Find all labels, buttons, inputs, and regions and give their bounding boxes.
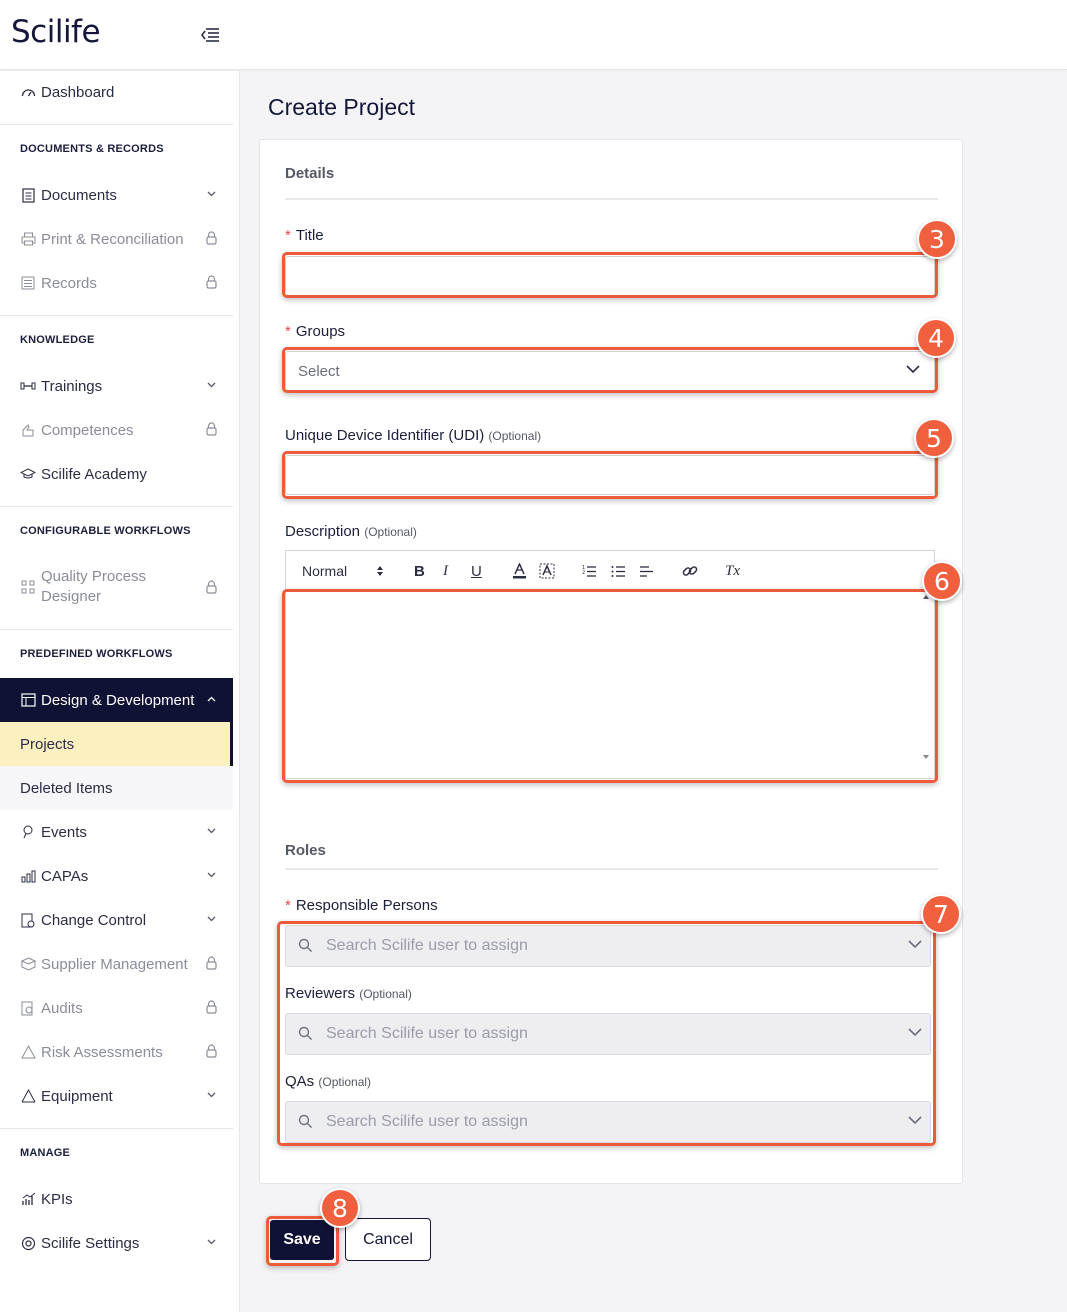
- page-title: Create Project: [268, 94, 416, 120]
- description-label-text: Description: [285, 523, 361, 540]
- sidebar-item-label: Projects: [20, 735, 75, 753]
- dumbbell-icon: [20, 378, 36, 394]
- sidebar-item-label: Scilife Settings: [41, 1234, 140, 1252]
- sidebar-item-quality-process-designer[interactable]: [0, 563, 233, 611]
- lock-icon: [205, 580, 217, 594]
- sidebar-item-label: Audits: [41, 999, 83, 1017]
- records-icon: [20, 275, 36, 291]
- callout-badge-5: 5: [914, 418, 954, 458]
- sidebar-item-label: Scilife Academy: [41, 465, 147, 483]
- background-color-icon[interactable]: [539, 561, 555, 581]
- clear-format-button[interactable]: Tx: [725, 562, 740, 579]
- ordered-list-icon[interactable]: [582, 561, 597, 581]
- heading-documents-records: DOCUMENTS & RECORDS: [20, 143, 164, 155]
- sidebar-item-label: Print & Reconciliation: [41, 230, 184, 248]
- sidebar-item-label: CAPAs: [41, 867, 89, 885]
- search-icon: [298, 1026, 313, 1041]
- optional-tag: (Optional): [364, 525, 417, 539]
- required-asterisk: *: [285, 897, 291, 914]
- capa-icon: [20, 868, 36, 884]
- sidebar-item-scilife-academy[interactable]: [0, 452, 233, 496]
- lock-icon: [205, 956, 217, 970]
- sidebar-item-label: Records: [41, 274, 97, 292]
- editor-toolbar: [285, 550, 935, 591]
- sidebar-item-supplier-management[interactable]: [0, 942, 233, 986]
- sidebar-item-trainings[interactable]: [0, 364, 233, 408]
- lock-icon: [205, 275, 217, 289]
- svg-text:1: 1: [582, 565, 586, 571]
- format-select-arrows-icon[interactable]: [376, 561, 384, 581]
- responsible-persons-search[interactable]: [285, 925, 931, 967]
- sidebar-item-scilife-settings[interactable]: [0, 1221, 233, 1265]
- design-board-icon: [20, 692, 36, 708]
- required-asterisk: *: [285, 227, 291, 244]
- callout-badge-8: 8: [320, 1188, 360, 1228]
- search-icon: [298, 938, 313, 953]
- description-editor[interactable]: [285, 591, 935, 779]
- equipment-icon: [20, 1088, 36, 1104]
- qas-label: [285, 1073, 371, 1090]
- sidebar-item-events[interactable]: [0, 810, 233, 854]
- chevron-down-icon: [205, 1088, 217, 1102]
- sidebar-item-audits[interactable]: [0, 986, 233, 1030]
- warning-triangle-icon: [20, 1044, 36, 1060]
- change-document-icon: [20, 912, 36, 928]
- sidebar-item-label: Supplier Management: [41, 955, 188, 973]
- title-label-text: Title: [295, 227, 324, 244]
- chevron-down-icon: [205, 1235, 217, 1249]
- gauge-icon: [20, 84, 36, 100]
- qas-label-text: QAs: [285, 1073, 315, 1090]
- sidebar-item-label: Risk Assessments: [41, 1043, 163, 1061]
- sidebar-item-label: Equipment: [41, 1087, 113, 1105]
- lock-icon: [205, 422, 217, 436]
- heading-predefined-workflows: PREDEFINED WORKFLOWS: [20, 648, 173, 660]
- reviewers-search[interactable]: [285, 1013, 931, 1055]
- title-label: [285, 227, 324, 244]
- align-icon[interactable]: [639, 561, 654, 581]
- sidebar-item-label: Documents: [41, 186, 117, 204]
- divider: [285, 198, 938, 200]
- settings-icon: [20, 1235, 36, 1251]
- sidebar-item-equipment[interactable]: [0, 1074, 233, 1118]
- udi-input[interactable]: [285, 455, 935, 495]
- supplier-box-icon: [20, 956, 36, 972]
- chevron-down-icon: [908, 1028, 922, 1037]
- chart-icon: [20, 1191, 36, 1207]
- callout-badge-4: 4: [916, 318, 956, 358]
- sidebar-item-label: Design & Development: [41, 691, 195, 709]
- groups-label: [285, 323, 345, 340]
- lock-icon: [205, 1044, 217, 1058]
- format-select[interactable]: Normal: [302, 563, 348, 579]
- sidebar-item-label: Competences: [41, 421, 134, 439]
- heading-knowledge: KNOWLEDGE: [20, 334, 95, 346]
- chevron-down-icon: [205, 824, 217, 838]
- chevron-down-icon: [908, 940, 922, 949]
- save-button[interactable]: Save: [270, 1220, 334, 1260]
- chevron-down-icon: [205, 378, 217, 392]
- chevron-down-icon: [205, 187, 217, 201]
- search-placeholder: Search Scilife user to assign: [326, 1113, 528, 1130]
- divider: [0, 506, 233, 507]
- search-icon: [298, 1114, 313, 1129]
- search-placeholder: Search Scilife user to assign: [326, 937, 528, 954]
- reviewers-label: [285, 985, 412, 1002]
- lock-icon: [205, 1000, 217, 1014]
- sidebar-item-records[interactable]: [0, 261, 233, 305]
- sidebar-item-dashboard[interactable]: [0, 70, 233, 114]
- reviewers-label-text: Reviewers: [285, 985, 356, 1002]
- callout-badge-6: 6: [922, 561, 962, 601]
- responsible-label: [285, 897, 438, 914]
- udi-label: [285, 427, 541, 444]
- sidebar-item-design-development[interactable]: [0, 678, 233, 722]
- hand-icon: [20, 422, 36, 438]
- divider: [0, 629, 233, 630]
- roles-heading: Roles: [285, 842, 326, 859]
- chevron-down-icon: [205, 868, 217, 882]
- groups-label-text: Groups: [295, 323, 346, 340]
- details-heading: Details: [285, 165, 335, 182]
- bullet-list-icon[interactable]: [611, 561, 626, 581]
- pin-icon: [20, 824, 36, 840]
- groups-placeholder: Select: [298, 362, 340, 380]
- sidebar-item-label: Trainings: [41, 377, 103, 395]
- search-placeholder: Search Scilife user to assign: [326, 1025, 528, 1042]
- sidebar-item-deleted-items[interactable]: [0, 766, 233, 810]
- scroll-down-icon[interactable]: [922, 754, 930, 760]
- top-bar: [0, 0, 1067, 70]
- title-input[interactable]: [285, 256, 935, 296]
- sidebar-item-print-reconciliation[interactable]: [0, 217, 233, 261]
- heading-configurable-workflows: CONFIGURABLE WORKFLOWS: [20, 525, 191, 537]
- sidebar-item-change-control[interactable]: [0, 898, 233, 942]
- groups-select[interactable]: [285, 351, 935, 391]
- sidebar-item-label: KPIs: [41, 1190, 73, 1208]
- required-asterisk: *: [285, 323, 291, 340]
- italic-button[interactable]: I: [443, 562, 448, 579]
- sidebar-item-label: Events: [41, 823, 87, 841]
- qas-search[interactable]: [285, 1101, 931, 1143]
- printer-icon: [20, 231, 36, 247]
- svg-text:2: 2: [582, 570, 586, 576]
- bold-button[interactable]: B: [414, 562, 425, 580]
- sidebar-item-risk-assessments[interactable]: [0, 1030, 233, 1074]
- sidebar-item-label: Change Control: [41, 911, 147, 929]
- sidebar-item-label: Quality Process: [41, 568, 147, 585]
- sidebar-item-label: Designer: [41, 588, 102, 605]
- sidebar-item-projects[interactable]: [0, 722, 233, 766]
- sidebar-item-label: Dashboard: [41, 83, 115, 101]
- description-label: [285, 523, 417, 540]
- sidebar-item-label: Deleted Items: [20, 779, 113, 797]
- underline-button[interactable]: U: [471, 562, 482, 580]
- sidebar-item-documents[interactable]: [0, 173, 233, 217]
- heading-manage: MANAGE: [20, 1147, 71, 1159]
- document-icon: [20, 187, 36, 203]
- optional-tag: (Optional): [359, 987, 412, 1001]
- text-color-icon[interactable]: [512, 561, 527, 581]
- udi-label-text: Unique Device Identifier (UDI): [285, 427, 485, 444]
- callout-badge-7: 7: [921, 894, 961, 934]
- optional-tag: (Optional): [318, 1075, 372, 1089]
- link-icon[interactable]: [682, 561, 698, 581]
- sidebar-item-capas[interactable]: [0, 854, 233, 898]
- workflow-icon: [20, 579, 36, 595]
- divider: [0, 315, 233, 316]
- divider: [0, 1128, 233, 1129]
- graduation-cap-icon: [20, 466, 36, 482]
- chevron-down-icon: [908, 1116, 922, 1125]
- divider: [285, 868, 938, 870]
- audit-search-icon: [20, 1000, 36, 1016]
- optional-tag: (Optional): [488, 429, 542, 443]
- sidebar-item-kpis[interactable]: [0, 1177, 233, 1221]
- callout-badge-3: 3: [917, 219, 957, 259]
- lock-icon: [205, 231, 217, 245]
- sidebar-item-competences[interactable]: [0, 408, 233, 452]
- chevron-up-icon: [205, 692, 217, 706]
- cancel-button[interactable]: Cancel: [345, 1218, 431, 1261]
- chevron-down-icon: [906, 365, 920, 374]
- scilife-logo[interactable]: Scilife: [11, 14, 101, 50]
- chevron-down-icon: [205, 912, 217, 926]
- divider: [0, 124, 233, 125]
- responsible-label-text: Responsible Persons: [295, 897, 438, 914]
- collapse-menu-icon[interactable]: [199, 26, 221, 44]
